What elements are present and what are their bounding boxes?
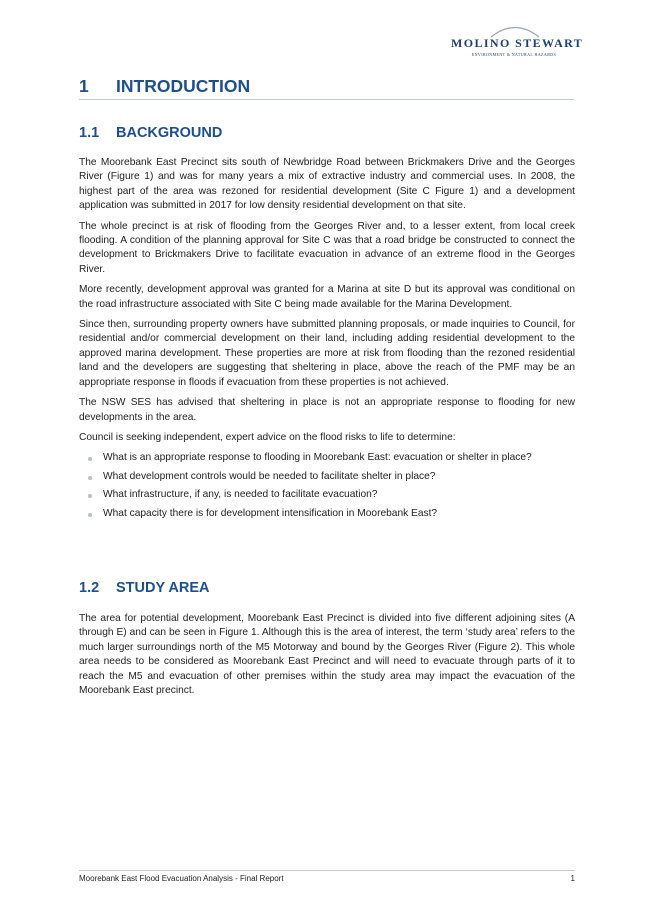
bullet-icon <box>88 457 92 461</box>
chapter-number: 1 <box>79 76 89 96</box>
paragraph: The area for potential development, Moorebank East Precinct is divided into five different adjoining sites (A through E) and can be seen in Figure 1. Although this is the area of interest, the term ‘study area’ refers to the much larger surroundings north of the M5 Motorway and bound by the Georges River (Figure 2). This whole area needs to be considered as Moorebank East Precinct and will need to evacuate through parts of it to reach the M5 and evacuation of other premises within the study area may impact the evacuation of the Moorebank East precinct. <box>79 613 575 697</box>
list-item-text: What is an appropriate response to flooding in Moorebank East: evacuation or shelter in place? <box>103 452 532 464</box>
paragraph: Since then, surrounding property owners have submitted planning proposals, or made inquiries to Council, for residential and/or commercial development on their land, including adding residential development to the approved marina development. These properties are more at risk from flooding than the rezoned residential land and the developers are suggesting that sheltering in place, above the reach of the PMF may be an appropriate response in floods if evacuation from these properties is not achieved. <box>79 319 575 388</box>
chapter-heading <box>79 76 574 100</box>
list-item-text: What infrastructure, if any, is needed to facilitate evacuation? <box>103 489 378 501</box>
paragraph: The NSW SES has advised that sheltering in place is not an appropriate response to flooding for new developments in the area. <box>79 397 575 423</box>
list-item <box>79 488 575 502</box>
paragraph: The whole precinct is at risk of flooding from the Georges River and, to a lesser extent, from local creek flooding. A condition of the planning approval for Site C was that a road bridge be constructed to connect the development to Brickmakers Drive to facilitate evacuation in advance of an extreme flood in the Georges River. <box>79 220 575 275</box>
paragraph: The Moorebank East Precinct sits south of Newbridge Road between Brickmakers Drive and the Georges River (Figure 1) and was for many years a mix of extractive industry and commercial uses. In 2008, the highest part of the area was rezoned for residential development (Site C Figure 1) and a development application was submitted in 2017 for low density residential development on that site. <box>79 157 575 212</box>
page-number: 1 <box>570 874 575 883</box>
section-number: 1.1 <box>79 125 100 141</box>
logo-tagline: ENVIRONMENT & NATURAL HAZARDS <box>471 52 557 57</box>
list-item-text: What development controls would be needed to facilitate shelter in place? <box>103 470 436 482</box>
bullet-icon <box>88 494 92 498</box>
paragraph: Council is seeking independent, expert advice on the flood risks to life to determine: <box>79 431 456 443</box>
study-area-body <box>79 612 575 704</box>
list-item <box>79 470 575 484</box>
company-logo <box>451 24 584 60</box>
question-list <box>79 451 575 521</box>
chapter-title: INTRODUCTION <box>116 76 251 96</box>
paragraph: More recently, development approval was granted for a Marina at site D but its approval was conditional on the road infrastructure associated with Site C being made available for the Marina Development. <box>79 284 575 310</box>
bullet-icon <box>88 513 92 517</box>
background-body <box>79 156 575 525</box>
logo-name: MOLINO STEWART <box>451 36 584 50</box>
list-item <box>79 451 575 465</box>
footer-report-title: Moorebank East Flood Evacuation Analysis - Final Report <box>79 874 284 883</box>
page-footer <box>79 870 575 883</box>
list-item-text: What capacity there is for development intensification in Moorebank East? <box>103 507 438 519</box>
section-title: BACKGROUND <box>116 125 223 141</box>
section-number: 1.2 <box>79 580 100 596</box>
section-title: STUDY AREA <box>116 580 210 596</box>
list-item <box>79 507 575 521</box>
bullet-icon <box>88 476 92 480</box>
